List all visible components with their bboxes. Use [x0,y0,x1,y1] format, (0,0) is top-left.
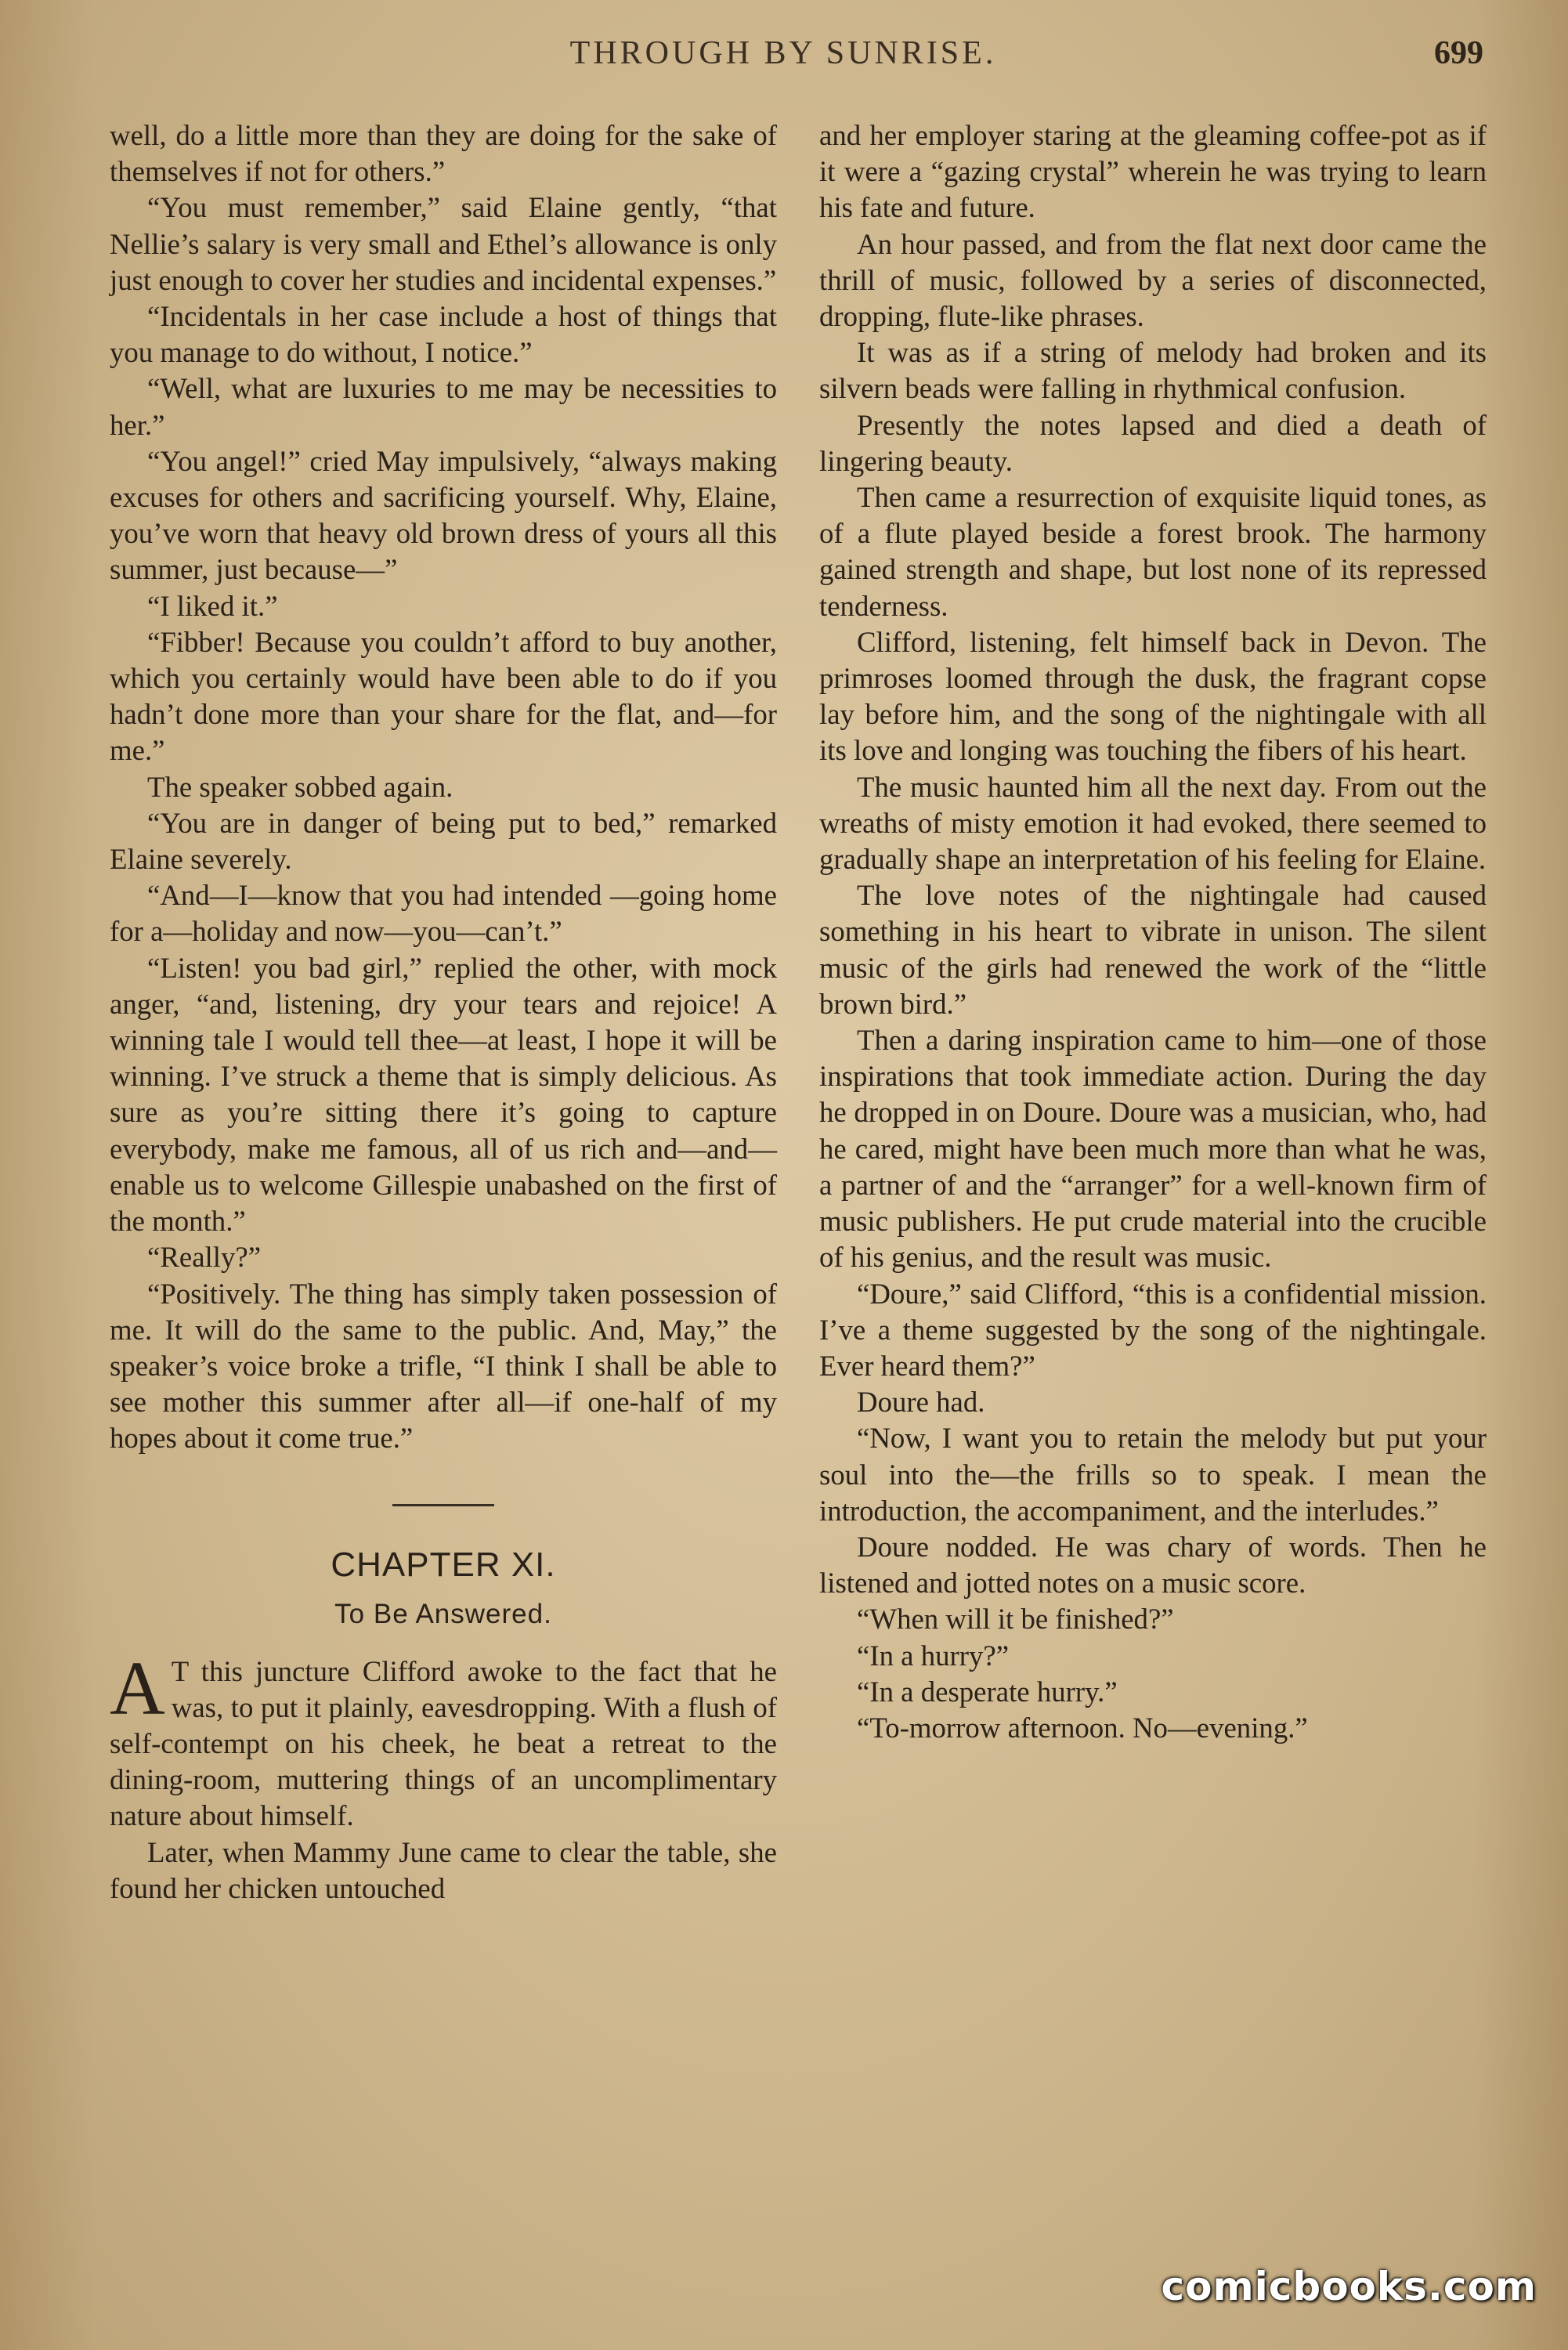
paragraph: “Positively. The thing has simply taken possession of me. It will do the same to the public. And, May,” the speaker’s voice broke a trifle, “I think I shall be able to see mother this summer after all—if one-half of my hopes about it come true.” [110,1277,777,1455]
drop-cap: A [110,1646,165,1731]
paragraph: “To-morrow afternoon. No—evening.” [857,1711,1308,1744]
paragraph: well, do a little more than they are doing for the sake of themselves if not for others.” [110,119,777,188]
right-column [819,118,1487,1746]
page-number: 699 [1434,35,1483,71]
paragraph: An hour passed, and from the flat next door came the thrill of music, followed by a series of disconnected, dropping, flute-like phrases. [819,227,1487,333]
paragraph: Then a daring inspiration came to him—one of those inspirations that took immediate action. During the day he dropped in on Doure. Doure was a musician, who, had he cared, might have been much more than what he was, a partner of and the “arranger” for a well-known firm of music publishers. He put crude material into the crucible of his genius, and the result was music. [819,1024,1487,1274]
paragraph: Doure nodded. He was chary of words. Then he listened and jotted notes on a music score. [819,1530,1487,1600]
paragraph: “And—I—know that you had intended —going home for a—holiday and now—you—can’t.” [110,879,777,948]
paragraph: “Fibber! Because you couldn’t afford to buy another, which you certainly would have been able to do if you hadn’t done more than your share for the flat, and—for me.” [110,625,777,767]
paragraph: “In a hurry?” [857,1639,1010,1672]
paragraph: “Doure,” said Clifford, “this is a confidential mission. I’ve a theme suggested by the song of the nightingale. Ever heard them?” [819,1277,1487,1382]
left-column [110,118,777,1907]
paragraph: “When will it be finished?” [857,1603,1174,1636]
running-title: THROUGH BY SUNRISE. [569,35,997,71]
paragraph: Presently the notes lapsed and died a death of lingering beauty. [819,408,1487,477]
section-divider [392,1504,494,1506]
opening-paragraph [110,1646,777,1835]
paragraph: The love notes of the nightingale had caused something in his heart to vibrate in unison. The silent music of the girls had renewed the work of the “little brown bird.” [819,879,1487,1020]
paragraph: Later, when Mammy June came to clear the table, she found her chicken untouched [110,1835,777,1904]
paragraph: Clifford, listening, felt himself back in Devon. The primroses loomed through the dusk, the fragrant copse lay before him, and the song of the nightingale with all its love and longing was touching the fibers of his heart. [819,625,1487,767]
paragraph: and her employer staring at the gleaming coffee-pot as if it were a “gazing crystal” wherein he was trying to learn his fate and future. [819,119,1487,224]
paragraph: “You are in danger of being put to bed,” remarked Elaine severely. [110,806,777,876]
chapter-subtitle: To Be Answered. [334,1598,552,1629]
paragraph: “In a desperate hurry.” [857,1675,1118,1708]
paragraph: Then came a resurrection of exquisite liquid tones, as of a flute played beside a forest brook. The harmony gained strength and shape, but lost none of its repressed tenderness. [819,481,1487,622]
chapter-heading: CHAPTER XI. [331,1545,556,1584]
watermark: comicbooks.com [1161,2264,1537,2309]
paragraph: “Listen! you bad girl,” replied the other, with mock anger, “and, listening, dry your tears and rejoice! A winning tale I would tell thee—at least, I hope it will be winning. I’ve struck a theme that is simply delicious. As sure as you’re sitting there it’s going to capture everybody, make me famous, all of us rich and—and—enable us to welcome Gillespie unabashed on the first of the month.” [110,951,777,1238]
paragraph: “Well, what are luxuries to me may be necessities to her.” [110,372,777,441]
paragraph: It was as if a string of melody had broken and its silvern beads were falling in rhythmical confusion. [819,336,1487,405]
paragraph: The speaker sobbed again. [147,770,453,803]
paragraph: The music haunted him all the next day. From out the wreaths of misty emotion it had evoked, there seemed to gradually shape an interpretation of his feeling for Elaine. [819,770,1487,876]
paragraph: “You angel!” cried May impulsively, “always making excuses for others and sacrificing yourself. Why, Elaine, you’ve worn that heavy old brown dress of yours all this summer, just because—” [110,444,777,586]
opening-paragraph-text: T this juncture Clifford awoke to the fact that he was, to put it plainly, eavesdropping. With a flush of self-contempt on his cheek, he beat a retreat to the dining-room, muttering things of an uncomplimentary nature about himself. [110,1654,777,1832]
paragraph: Doure had. [857,1386,985,1419]
paragraph: “Incidentals in her case include a host of things that you manage to do without, I notice.” [110,300,777,369]
paragraph: “Now, I want you to retain the melody but put your soul into the—the frills so to speak. I mean the introduction, the accompaniment, and the interludes.” [819,1422,1487,1527]
paragraph: “You must remember,” said Elaine gently, “that Nellie’s salary is very small and Ethel’s allowance is only just enough to cover her studies and incidental expenses.” [110,191,777,296]
page-header [0,34,1568,81]
paragraph: “I liked it.” [147,589,278,622]
paragraph: “Really?” [147,1241,262,1274]
